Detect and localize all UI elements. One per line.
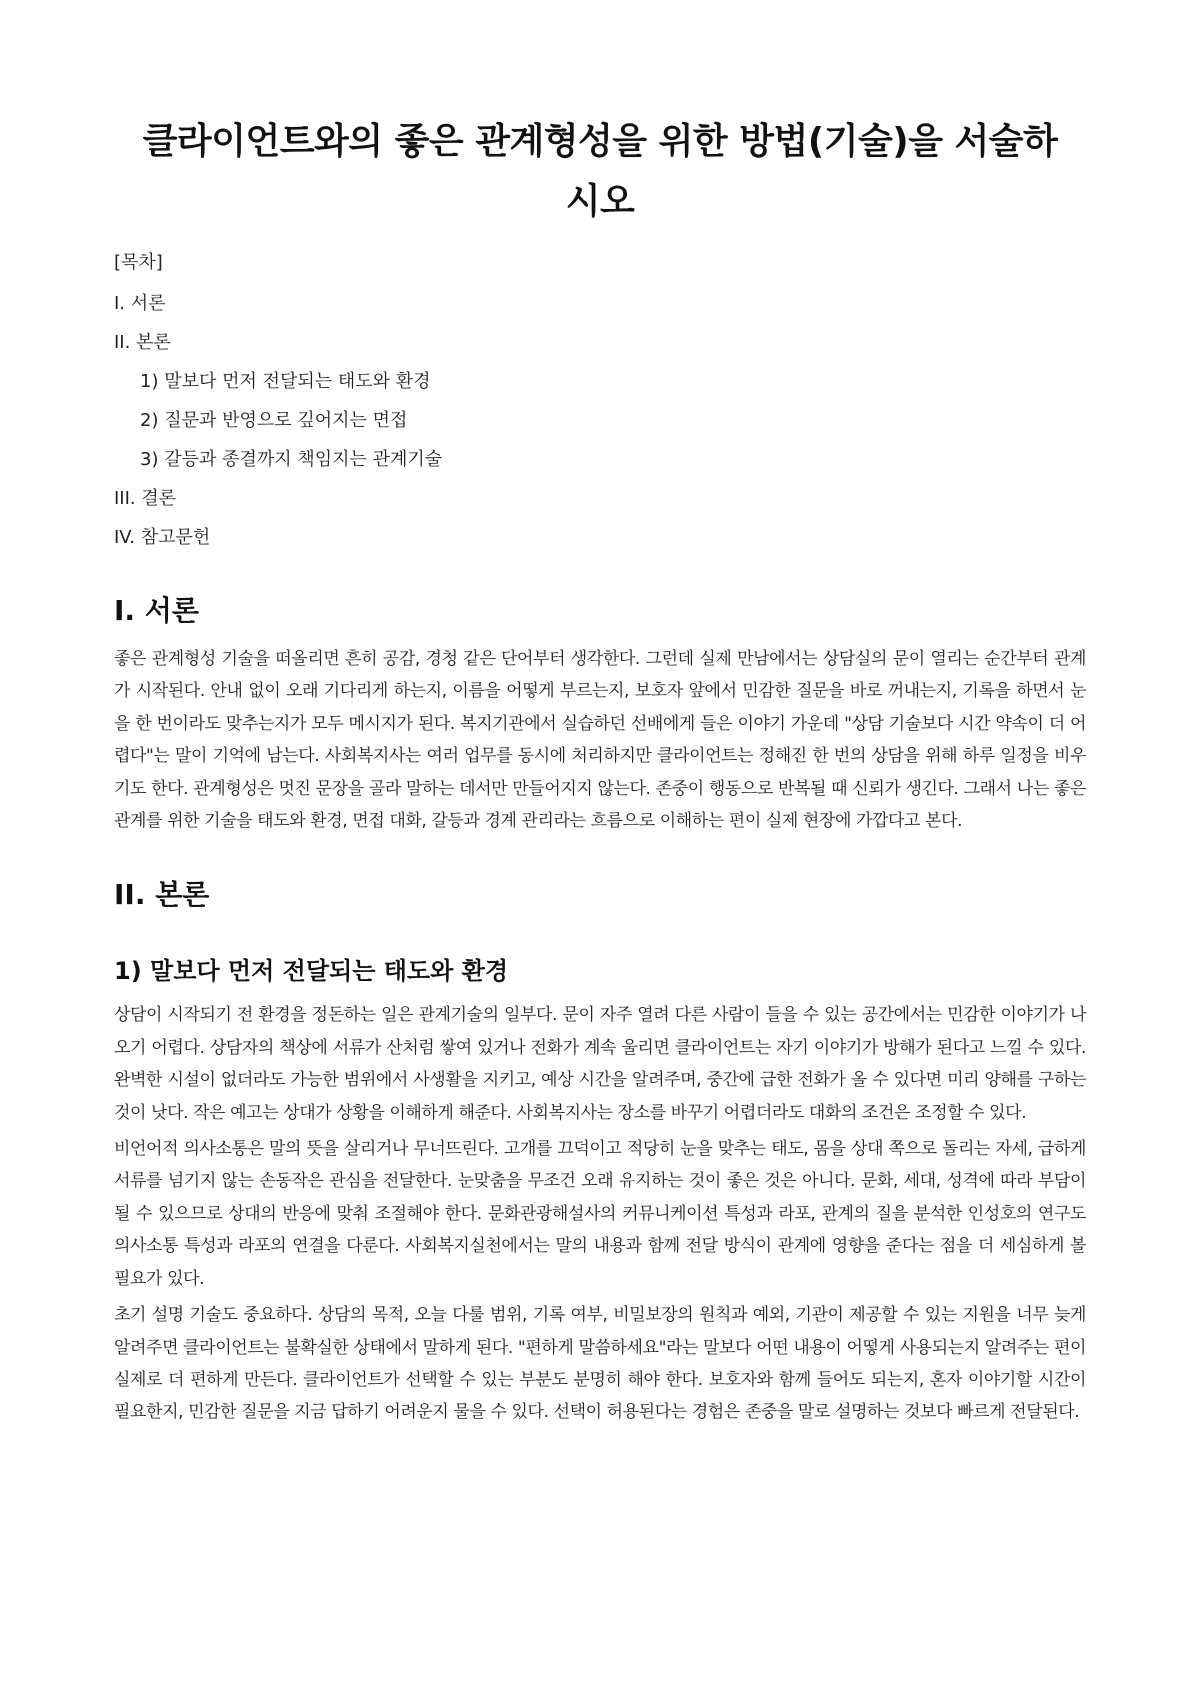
body-paragraph: 초기 설명 기술도 중요하다. 상담의 목적, 오늘 다룰 범위, 기록 여부, 비밀보장의 원칙과 예외, 기관이 제공할 수 있는 지원을 너무 늦게 알려주면 클라이언트는 불확실한 상태에서 말하게 된다. "편하게 말씀하세요"라는 말보다 어떤 내용이 어떻게 사용되는지 알려주는 편이 실제로 더 편하게 만든다. 클라이언트가 선택할 수 있는 부분도 분명히 해야 한다. 보호자와 함께 들어도 되는지, 혼자 이야기할 시간이 필요한지, 민감한 질문을 지금 답하기 어려운지 물을 수 있다. 선택이 허용된다는 경험은 존중을 말로 설명하는 것보다 빠르게 전달된다. bbox=[114, 1305, 1086, 1423]
toc-subitem: 1) 말보다 먼저 전달되는 태도와 환경 bbox=[140, 371, 431, 392]
document-title: 클라이언트와의 좋은 관계형성을 위한 방법(기술)을 서술하시오 bbox=[142, 121, 1058, 222]
subsection-heading-1: 1) 말보다 먼저 전달되는 태도와 환경 bbox=[114, 957, 509, 986]
table-of-contents bbox=[114, 252, 1086, 549]
section-heading-body: II. 본론 bbox=[114, 878, 210, 912]
body-paragraph: 비언어적 의사소통은 말의 뜻을 살리거나 무너뜨린다. 고개를 끄덕이고 적당히 눈을 맞추는 태도, 몸을 상대 쪽으로 돌리는 자세, 급하게 서류를 넘기지 않는 손동작은 관심을 전달한다. 눈맞춤을 무조건 오래 유지하는 것이 좋은 것은 아니다. 문화, 세대, 성격에 따라 부담이 될 수 있으므로 상대의 반응에 맞춰 조절해야 한다. 문화관광해설사의 커뮤니케이션 특성과 라포, 관계의 질을 분석한 인성호의 연구도 의사소통 특성과 라포의 연결을 다룬다. 사회복지실천에서는 말의 내용과 함께 전달 방식이 관계에 영향을 준다는 점을 더 세심하게 볼 필요가 있다. bbox=[114, 1139, 1086, 1289]
toc-item: III. 결론 bbox=[114, 488, 177, 509]
toc-item: I. 서론 bbox=[114, 293, 166, 314]
toc-item: II. 본론 bbox=[114, 332, 171, 353]
toc-item: IV. 참고문헌 bbox=[114, 527, 211, 548]
section-heading-intro: I. 서론 bbox=[114, 594, 199, 627]
toc-subitem: 2) 질문과 반영으로 깊어지는 면접 bbox=[140, 410, 408, 431]
body-paragraph: 상담이 시작되기 전 환경을 정돈하는 일은 관계기술의 일부다. 문이 자주 열려 다른 사람이 들을 수 있는 공간에서는 민감한 이야기가 나오기 어렵다. 상담자의 책상에 서류가 산처럼 쌓여 있거나 전화가 계속 울리면 클라이언트는 자기 이야기가 방해가 된다고 느낄 수 있다. 완벽한 시설이 없더라도 가능한 범위에서 사생활을 지키고, 예상 시간을 알려주며, 중간에 급한 전화가 올 수 있다면 미리 양해를 구하는 것이 낫다. 작은 예고는 상대가 상황을 이해하게 해준다. 사회복지사는 장소를 바꾸기 어렵더라도 대화의 조건은 조정할 수 있다. bbox=[114, 1005, 1086, 1123]
intro-paragraph: 좋은 관계형성 기술을 떠올리면 흔히 공감, 경청 같은 단어부터 생각한다. 그런데 실제 만남에서는 상담실의 문이 열리는 순간부터 관계가 시작된다. 안내 없이 오래 기다리게 하는지, 이름을 어떻게 부르는지, 보호자 앞에서 민감한 질문을 바로 꺼내는지, 기록을 하면서 눈을 한 번이라도 맞추는지가 모두 메시지가 된다. 복지기관에서 실습하던 선배에게 들은 이야기 가운데 "상담 기술보다 시간 약속이 더 어렵다"는 말이 기억에 남는다. 사회복지사는 여러 업무를 동시에 처리하지만 클라이언트는 정해진 한 번의 상담을 위해 하루 일정을 비우기도 한다. 관계형성은 멋진 문장을 골라 말하는 데서만 만들어지지 않는다. 존중이 행동으로 반복될 때 신뢰가 생긴다. 그래서 나는 좋은 관계를 위한 기술을 태도와 환경, 면접 대화, 갈등과 경계 관리라는 흐름으로 이해하는 편이 실제 현장에 가깝다고 본다. bbox=[114, 649, 1086, 832]
toc-subitem: 3) 갈등과 종결까지 책임지는 관계기술 bbox=[140, 449, 443, 470]
toc-heading: [목차] bbox=[114, 252, 163, 273]
